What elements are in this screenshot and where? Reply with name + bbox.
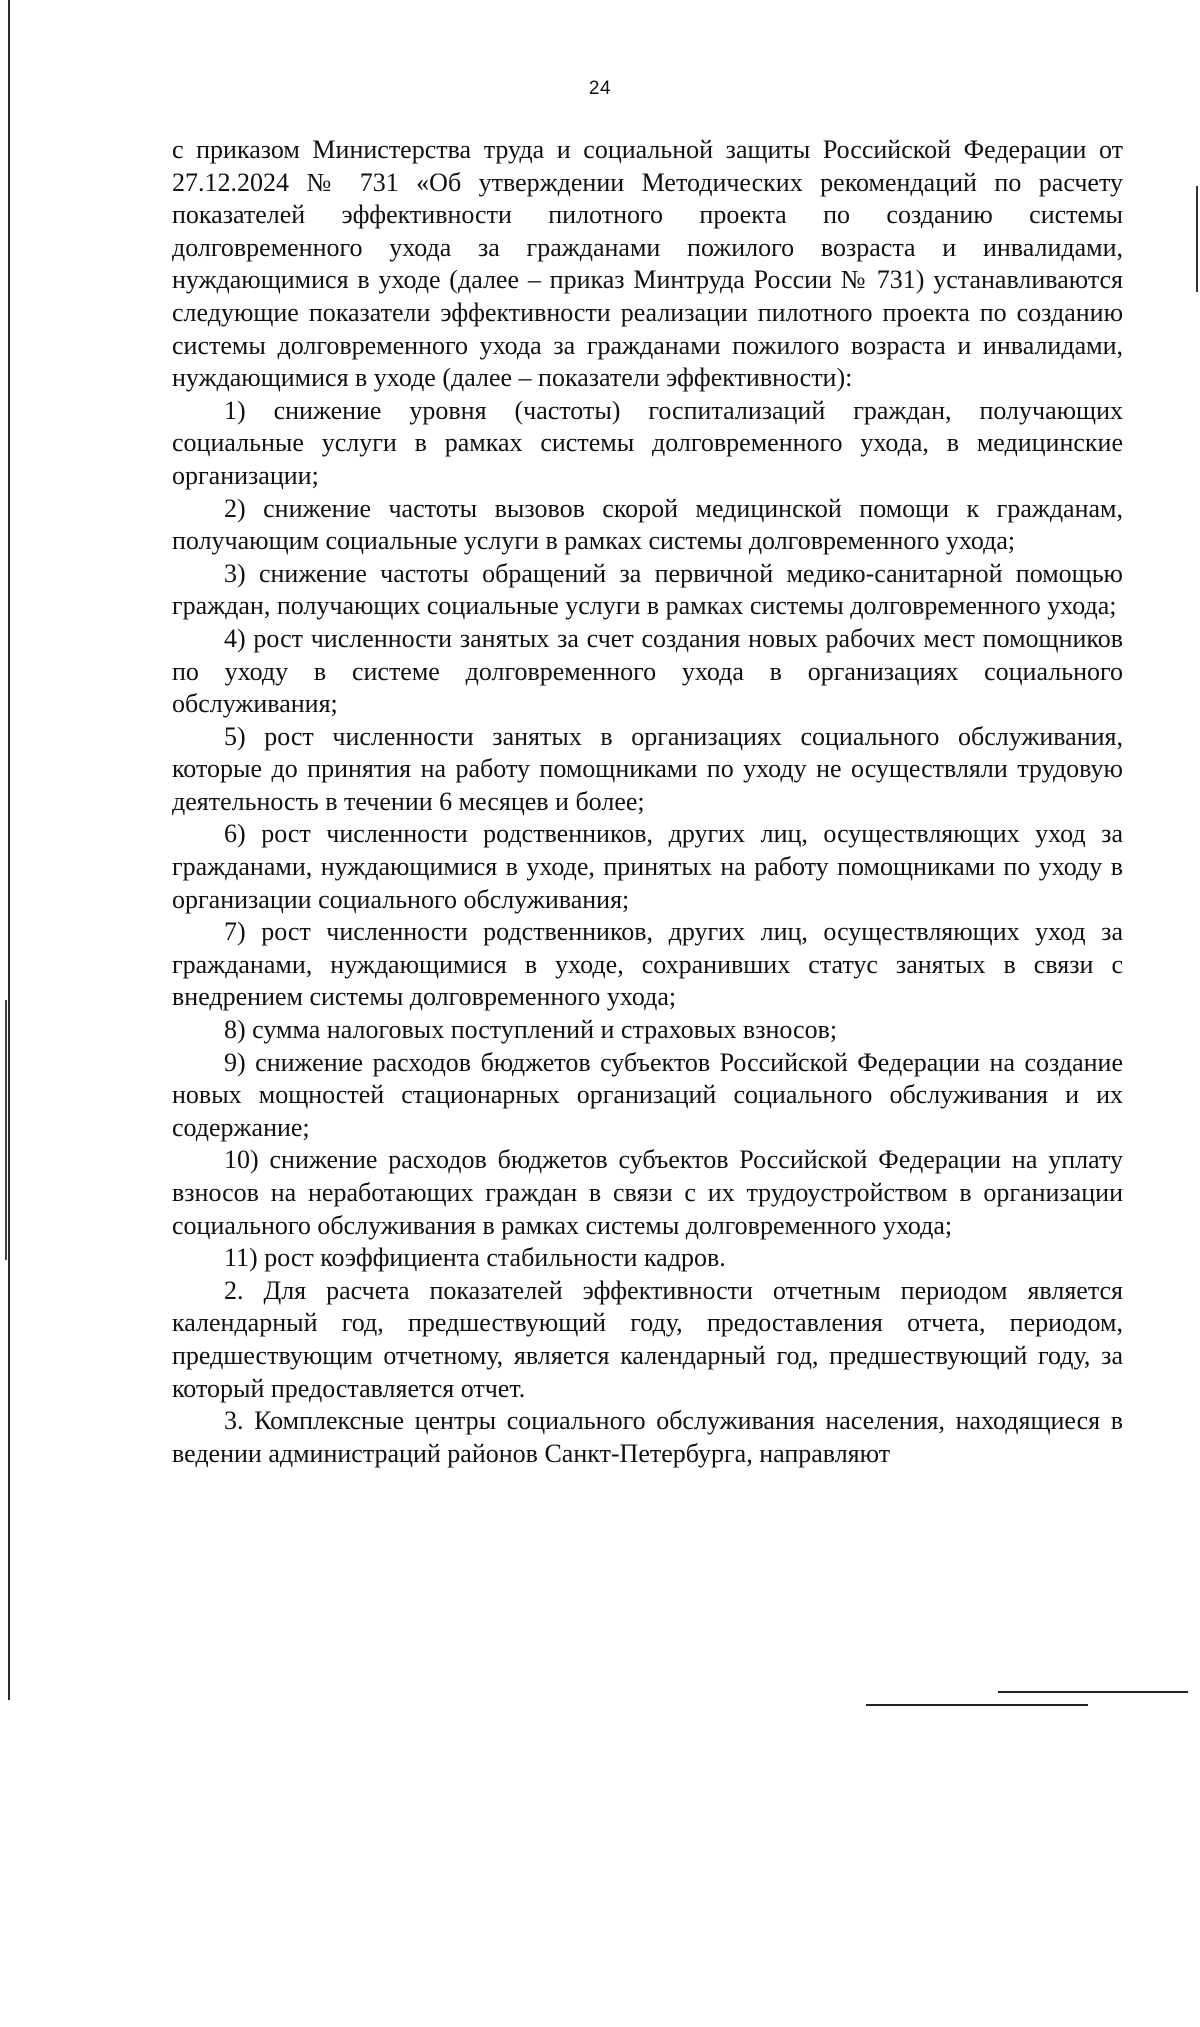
list-item-10: 10) снижение расходов бюджетов субъектов Российской Федерации на уплату взносов на неработающих граждан в связи с их трудоустройством в организации социального обслуживания в рамках системы долговременного ухода; xyxy=(172,1145,1123,1240)
list-item-8: 8) сумма налоговых поступлений и страховых взносов; xyxy=(224,1015,838,1045)
paragraph-section-3: 3. Комплексные центры социального обслуживания населения, находящиеся в ведении администраций районов Санкт-Петербурга, направляют xyxy=(172,1406,1123,1468)
scan-edge-right xyxy=(1196,186,1198,292)
list-item-1: 1) снижение уровня (частоты) госпитализаций граждан, получающих социальные услуги в рамках системы долговременного ухода, в медицинские организации; xyxy=(172,395,1123,490)
paragraph-section-2: 2. Для расчета показателей эффективности отчетным периодом является календарный год, предшествующий году, предоставления отчета, периодом, предшествующим отчетному, является календарный год, предшествующий году, за который предоставляется отчет. xyxy=(172,1275,1123,1403)
list-item-4: 4) рост численности занятых за счет создания новых рабочих мест помощников по уходу в системе долговременного ухода в организациях социального обслуживания; xyxy=(172,623,1123,719)
list-item-9: 9) снижение расходов бюджетов субъектов Российской Федерации на создание новых мощностей стационарных организаций социального обслуживания и их содержание; xyxy=(172,1047,1123,1142)
paragraph-intro: с приказом Министерства труда и социальной защиты Российской Федерации от 27.12.2024 № 731 «Об утверждении Методических рекомендаций по расчету показателей эффективности пилотного проекта по созданию системы долговременного ухода за гражданами пожилого возраста и инвалидами, нуждающимися в уходе (далее – приказ Минтруда России № 731) устанавливаются следующие показатели эффективности реализации пилотного проекта по созданию системы долговременного ухода за гражданами пожилого возраста и инвалидами, нуждающимися в уходе (далее – показатели эффективности): xyxy=(172,135,1123,393)
list-item-5: 5) рост численности занятых в организациях социального обслуживания, которые до принятия на работу помощниками по уходу не осуществляли трудовую деятельность в течении 6 месяцев и более; xyxy=(172,721,1123,816)
list-item-3: 3) снижение частоты обращений за первичной медико-санитарной помощью граждан, получающих социальные услуги в рамках системы долговременного ухода; xyxy=(172,558,1123,621)
list-item-6: 6) рост численности родственников, других лиц, осуществляющих уход за гражданами, нуждающимися в уходе, принятых на работу помощниками по уходу в организации социального обслуживания; xyxy=(172,819,1123,914)
list-item-2: 2) снижение частоты вызовов скорой медицинской помощи к гражданам, получающим социальные услуги в рамках системы долговременного ухода; xyxy=(172,493,1123,556)
scan-edge-left-secondary xyxy=(5,1000,7,1260)
footer-rule-bottom xyxy=(866,1704,1088,1706)
document-body xyxy=(172,134,1123,1470)
list-item-11: 11) рост коэффициента стабильности кадров. xyxy=(224,1243,726,1273)
list-item-7: 7) рост численности родственников, других лиц, осуществляющих уход за гражданами, нуждающимися в уходе, сохранивших статус занятых в связи с внедрением системы долговременного ухода; xyxy=(172,917,1123,1012)
footer-rule-top xyxy=(998,1691,1188,1693)
scan-edge-left xyxy=(8,0,10,1700)
page-number: 24 xyxy=(588,78,612,99)
